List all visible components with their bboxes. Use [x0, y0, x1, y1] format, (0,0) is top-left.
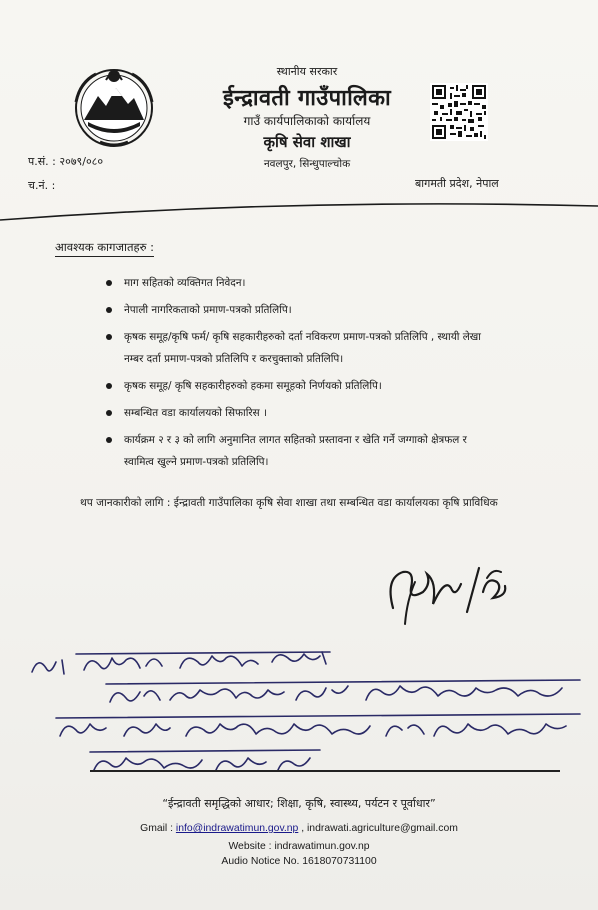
dispatch-number: च.नं. :	[28, 179, 56, 192]
signature-icon	[375, 548, 515, 638]
footer-divider	[90, 770, 560, 772]
email-link-agriculture[interactable]: indrawati.agriculture@gmail.com	[307, 823, 458, 834]
local-govt-label: स्थानीय सरकार	[276, 65, 338, 78]
office-name: गाउँ कार्यपालिकाको कार्यालय	[243, 114, 371, 128]
more-info-note: थप जानकारीको लागि : ईन्द्रावती गाउँपालिका कृषि सेवा शाखा तथा सम्बन्धित वडा कार्यालयका कृषि प्राविधिक	[80, 497, 498, 509]
footer-contacts	[0, 823, 598, 834]
list-item: कृषक समूह/कृषि फर्म/ कृषि सहकारीहरुको दर्ता नविकरण प्रमाण-पत्रको प्रतिलिपि , स्थायी लेखा नम्बर दर्ता प्रमाण-पत्रको प्रतिलिपि र करचुक्ताको प्रतिलिपि।	[100, 326, 500, 370]
header-divider	[0, 196, 598, 236]
requirements-heading: आवश्यक कागजातहरु :	[55, 240, 154, 257]
reference-number: प.सं. : २०७९/०८०	[28, 155, 104, 168]
province-label: बागमती प्रदेश, नेपाल	[415, 177, 499, 190]
list-item: कार्यक्रम २ र ३ को लागि अनुमानित लागत सहितको प्रस्तावना र खेति गर्ने जग्गाको क्षेत्रफल र स्वामित्व खुल्ने प्रमाण-पत्रको प्रतिलिपि।	[100, 429, 500, 473]
email-link-info[interactable]: info@indrawatimun.gov.np	[175, 823, 299, 834]
municipality-name: ईन्द्रावती गाउँपालिका	[223, 86, 391, 111]
list-item: माग सहितको व्यक्तिगत निवेदन।	[100, 272, 500, 294]
qr-code-icon	[430, 83, 488, 141]
list-item: नेपाली नागरिकताको प्रमाण-पत्रको प्रतिलिपि।	[100, 299, 500, 321]
handwritten-note	[20, 640, 595, 790]
footer-audio-notice: Audio Notice No. 1618070731100	[221, 856, 377, 867]
office-address: नवलपुर, सिन्धुपाल्चोक	[263, 158, 351, 170]
footer-website: Website : indrawatimun.gov.np	[228, 841, 370, 852]
list-item: कृषक समूह/ कृषि सहकारीहरुको हकमा समूहको निर्णयको प्रतिलिपि।	[100, 375, 500, 397]
email-separator: ,	[298, 823, 307, 834]
list-item: सम्बन्धित वडा कार्यालयको सिफारिस ।	[100, 402, 500, 424]
branch-name: कृषि सेवा शाखा	[263, 133, 351, 151]
gmail-label: Gmail :	[140, 823, 176, 834]
footer-slogan: “ईन्द्रावती समृद्धिको आधार; शिक्षा, कृषि, स्वास्थ्य, पर्यटन र पूर्वाधार”	[162, 797, 436, 810]
handwritten-note-strokes	[20, 640, 595, 790]
requirements-list	[100, 272, 500, 478]
